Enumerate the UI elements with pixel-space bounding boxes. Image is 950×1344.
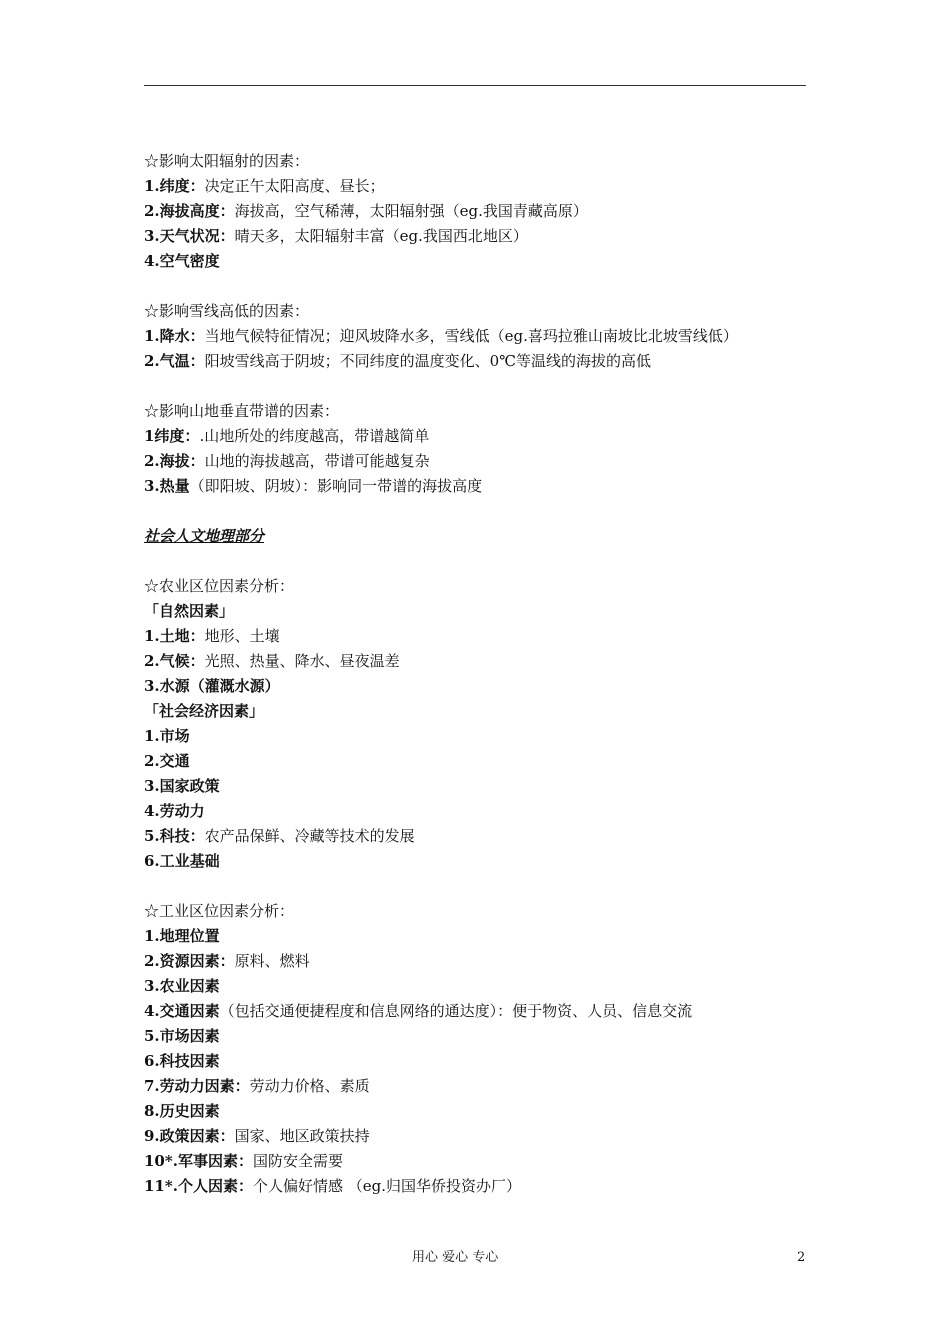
item-key: 5.市场因素	[144, 1027, 220, 1045]
item-key: 6.科技因素	[144, 1052, 220, 1070]
item-key: 6.工业基础	[144, 852, 220, 870]
list-item	[144, 924, 824, 949]
list-item	[144, 949, 824, 974]
item-text: 山地的海拔越高，带谱可能越复杂	[204, 452, 430, 470]
item-key: 8.历史因素	[144, 1102, 220, 1120]
item-key: 1.降水：	[144, 327, 205, 345]
snow-heading: ☆影响雪线高低的因素：	[144, 302, 310, 320]
item-key: 4.劳动力	[144, 802, 205, 820]
list-item	[144, 724, 824, 749]
item-key: 1.土地：	[144, 627, 205, 645]
item-text: 晴天多，太阳辐射丰富（eg.我国西北地区）	[234, 227, 528, 245]
list-item	[144, 1174, 824, 1199]
natural-factors-label: 「自然因素」	[144, 602, 235, 620]
list-item	[144, 774, 824, 799]
item-key: 3.国家政策	[144, 777, 220, 795]
list-item	[144, 799, 824, 824]
item-key: 3.农业因素	[144, 977, 220, 995]
item-text: 农产品保鲜、冷藏等技术的发展	[204, 827, 415, 845]
list-item	[144, 674, 824, 699]
header-rule	[144, 85, 806, 86]
item-key: 4.空气密度	[144, 252, 220, 270]
item-text: 劳动力价格、素质	[249, 1077, 370, 1095]
document-body	[144, 149, 824, 1199]
item-key: 1.市场	[144, 727, 190, 745]
solar-heading: ☆影响太阳辐射的因素：	[144, 152, 310, 170]
item-key: 3.热量	[144, 477, 190, 495]
list-item	[144, 224, 824, 249]
item-key: 7.劳动力因素：	[144, 1077, 250, 1095]
list-item	[144, 824, 824, 849]
item-key: 10*.军事因素：	[144, 1152, 253, 1170]
item-key: 3.水源（灌溉水源）	[144, 677, 280, 695]
list-item	[144, 474, 824, 499]
item-key: 1.地理位置	[144, 927, 220, 945]
item-key: 3.天气状况：	[144, 227, 235, 245]
list-item	[144, 424, 824, 449]
list-item	[144, 1124, 824, 1149]
list-item	[144, 1049, 824, 1074]
agri-heading: ☆农业区位因素分析：	[144, 577, 295, 595]
industry-heading: ☆工业区位因素分析：	[144, 902, 295, 920]
zonation-heading: ☆影响山地垂直带谱的因素：	[144, 402, 340, 420]
item-key: 2.交通	[144, 752, 190, 770]
item-text: 光照、热量、降水、昼夜温差	[204, 652, 400, 670]
item-text: 当地气候特征情况；迎风坡降水多，雪线低（eg.喜玛拉雅山南坡比北坡雪线低）	[204, 327, 738, 345]
list-item	[144, 349, 824, 374]
list-item	[144, 649, 824, 674]
item-text: 海拔高，空气稀薄，太阳辐射强（eg.我国青藏高原）	[234, 202, 588, 220]
item-key: 1纬度：	[144, 427, 200, 445]
item-text: 地形、土壤	[204, 627, 280, 645]
list-item	[144, 1074, 824, 1099]
list-item	[144, 1024, 824, 1049]
list-item	[144, 974, 824, 999]
list-item	[144, 174, 824, 199]
item-key: 11*.个人因素：	[144, 1177, 253, 1195]
list-item	[144, 324, 824, 349]
list-item	[144, 249, 824, 274]
list-item	[144, 999, 824, 1024]
list-item	[144, 1149, 824, 1174]
list-item	[144, 849, 824, 874]
social-factors-label: 「社会经济因素」	[144, 702, 265, 720]
item-key: 5.科技：	[144, 827, 205, 845]
list-item	[144, 1099, 824, 1124]
item-key: 2.气温：	[144, 352, 205, 370]
footer-text: 用心 爱心 专心	[412, 1250, 499, 1265]
page-number: 2	[797, 1250, 806, 1265]
item-key: 2.气候：	[144, 652, 205, 670]
section-title-wrap	[144, 524, 824, 549]
item-text: 阳坡雪线高于阴坡；不同纬度的温度变化、0℃等温线的海拔的高低	[204, 352, 651, 370]
item-key: 4.交通因素	[144, 1002, 220, 1020]
item-text: 原料、燃料	[234, 952, 310, 970]
item-key: 2.资源因素：	[144, 952, 235, 970]
section-title: 社会人文地理部分	[144, 527, 265, 545]
item-key: 2.海拔：	[144, 452, 205, 470]
item-text: （包括交通便捷程度和信息网络的通达度）：便于物资、人员、信息交流	[219, 1002, 693, 1020]
item-text: .山地所处的纬度越高，带谱越简单	[199, 427, 430, 445]
item-text: （即阳坡、阴坡）：影响同一带谱的海拔高度	[189, 477, 483, 495]
list-item	[144, 624, 824, 649]
item-key: 1.纬度：	[144, 177, 205, 195]
list-item	[144, 199, 824, 224]
item-text: 国家、地区政策扶持	[234, 1127, 370, 1145]
item-text: 个人偏好情感 （eg.归国华侨投资办厂）	[252, 1177, 521, 1195]
list-item	[144, 749, 824, 774]
list-item	[144, 449, 824, 474]
item-key: 9.政策因素：	[144, 1127, 235, 1145]
item-text: 国防安全需要	[252, 1152, 343, 1170]
item-text: 决定正午太阳高度、昼长；	[204, 177, 385, 195]
item-key: 2.海拔高度：	[144, 202, 235, 220]
